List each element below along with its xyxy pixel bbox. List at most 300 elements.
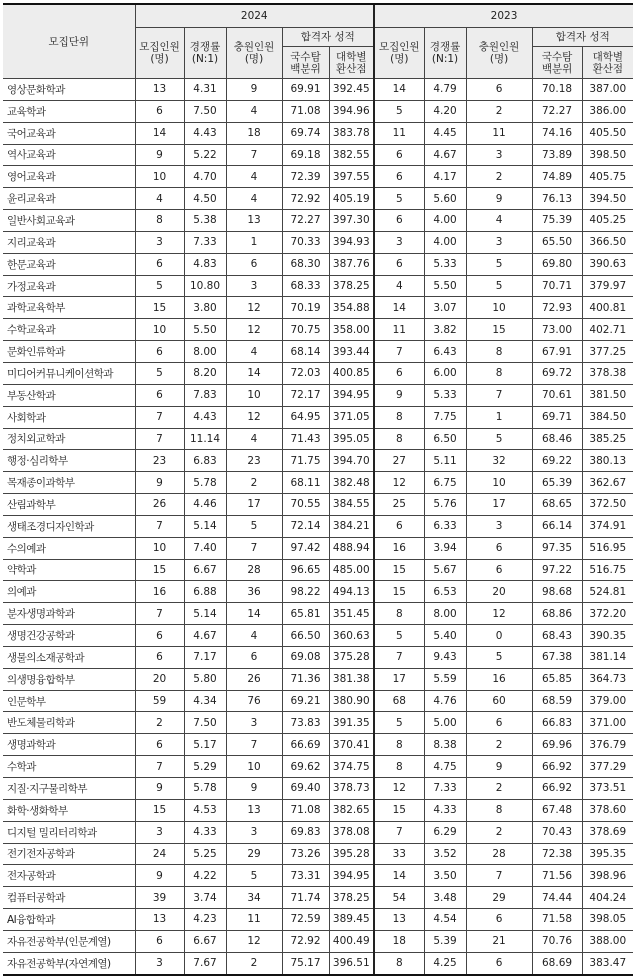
additional-2024-cell: 14 — [226, 362, 282, 384]
additional-2023-cell: 2 — [466, 778, 532, 800]
converted-2023-cell: 364.73 — [582, 668, 633, 690]
unit-name-cell: 한문교육과 — [3, 253, 135, 275]
additional-2023-cell: 29 — [466, 887, 532, 909]
percentile-2023-cell: 70.71 — [532, 275, 582, 297]
additional-2024-cell: 7 — [226, 144, 282, 166]
recruit-2023-cell: 8 — [374, 734, 424, 756]
additional-2024-cell: 3 — [226, 821, 282, 843]
additional-2024-cell: 2 — [226, 472, 282, 494]
recruit-2023-cell: 8 — [374, 603, 424, 625]
percentile-2024-cell: 68.11 — [282, 472, 329, 494]
additional-2024-cell: 11 — [226, 909, 282, 931]
converted-2023-cell: 524.81 — [582, 581, 633, 603]
competition-2023-cell: 4.00 — [424, 210, 466, 232]
unit-name-cell: 과학교육학부 — [3, 297, 135, 319]
table-row — [3, 362, 633, 384]
table-row — [3, 428, 633, 450]
competition-2023-cell: 8.38 — [424, 734, 466, 756]
table-row — [3, 319, 633, 341]
additional-2024-cell: 3 — [226, 712, 282, 734]
recruit-2024-cell: 15 — [135, 799, 184, 821]
converted-2024-cell: 485.00 — [329, 559, 374, 581]
recruit-2024-cell: 3 — [135, 231, 184, 253]
additional-2023-cell: 5 — [466, 275, 532, 297]
competition-2024-cell: 10.80 — [184, 275, 226, 297]
additional-2024-cell: 4 — [226, 341, 282, 363]
table-row — [3, 712, 633, 734]
converted-2024-cell: 394.70 — [329, 450, 374, 472]
percentile-2024-cell: 68.14 — [282, 341, 329, 363]
percentile-2023-cell: 69.96 — [532, 734, 582, 756]
recruit-2023-cell: 6 — [374, 166, 424, 188]
competition-2023-cell: 5.50 — [424, 275, 466, 297]
percentile-2024-cell: 65.81 — [282, 603, 329, 625]
recruit-2023-cell: 6 — [374, 210, 424, 232]
recruit-2024-cell: 10 — [135, 537, 184, 559]
competition-2024-cell: 5.25 — [184, 843, 226, 865]
table-row — [3, 668, 633, 690]
additional-2023-cell: 0 — [466, 625, 532, 647]
percentile-2023-cell: 72.27 — [532, 100, 582, 122]
competition-2023-cell: 4.54 — [424, 909, 466, 931]
recruit-2024-cell: 5 — [135, 275, 184, 297]
percentile-2023-cell: 68.69 — [532, 952, 582, 974]
converted-2023-cell: 378.60 — [582, 799, 633, 821]
competition-2023-cell: 6.50 — [424, 428, 466, 450]
additional-2023-cell: 7 — [466, 384, 532, 406]
recruit-2023-cell: 4 — [374, 275, 424, 297]
additional-2024-cell: 10 — [226, 756, 282, 778]
percentile-2023-cell: 68.43 — [532, 625, 582, 647]
percentile-2024-cell: 72.17 — [282, 384, 329, 406]
percentile-2023-cell: 68.59 — [532, 690, 582, 712]
recruit-2024-cell: 7 — [135, 428, 184, 450]
recruit-2024-cell: 39 — [135, 887, 184, 909]
percentile-2024-cell: 71.08 — [282, 100, 329, 122]
percentile-2024-cell: 69.62 — [282, 756, 329, 778]
percentile-2024-cell: 75.17 — [282, 952, 329, 974]
recruit-2023-cell: 8 — [374, 756, 424, 778]
header-recruit-2024: 모집인원 (명) — [135, 28, 184, 79]
converted-2023-cell: 379.97 — [582, 275, 633, 297]
competition-2023-cell: 5.67 — [424, 559, 466, 581]
converted-2024-cell: 405.19 — [329, 188, 374, 210]
table-row — [3, 843, 633, 865]
table-row — [3, 515, 633, 537]
converted-2023-cell: 387.00 — [582, 79, 633, 101]
additional-2023-cell: 16 — [466, 668, 532, 690]
converted-2024-cell: 394.93 — [329, 231, 374, 253]
table-row — [3, 100, 633, 122]
percentile-2023-cell: 65.50 — [532, 231, 582, 253]
recruit-2023-cell: 33 — [374, 843, 424, 865]
percentile-2023-cell: 65.39 — [532, 472, 582, 494]
unit-name-cell: 분자생명과학과 — [3, 603, 135, 625]
competition-2023-cell: 4.75 — [424, 756, 466, 778]
converted-2023-cell: 373.51 — [582, 778, 633, 800]
table-row — [3, 341, 633, 363]
additional-2024-cell: 6 — [226, 646, 282, 668]
converted-2024-cell: 371.05 — [329, 406, 374, 428]
competition-2024-cell: 4.34 — [184, 690, 226, 712]
table-row — [3, 384, 633, 406]
additional-2023-cell: 3 — [466, 144, 532, 166]
recruit-2023-cell: 25 — [374, 494, 424, 516]
header-year-2024: 2024 — [135, 4, 374, 28]
percentile-2024-cell: 97.42 — [282, 537, 329, 559]
table-row — [3, 188, 633, 210]
competition-2024-cell: 6.88 — [184, 581, 226, 603]
additional-2023-cell: 28 — [466, 843, 532, 865]
recruit-2023-cell: 15 — [374, 799, 424, 821]
converted-2023-cell: 398.05 — [582, 909, 633, 931]
additional-2023-cell: 8 — [466, 799, 532, 821]
table-row — [3, 734, 633, 756]
table-header — [3, 4, 633, 79]
recruit-2023-cell: 8 — [374, 952, 424, 974]
converted-2024-cell: 396.51 — [329, 952, 374, 974]
converted-2024-cell: 387.76 — [329, 253, 374, 275]
competition-2024-cell: 5.29 — [184, 756, 226, 778]
recruit-2023-cell: 5 — [374, 100, 424, 122]
percentile-2024-cell: 98.22 — [282, 581, 329, 603]
converted-2023-cell: 516.75 — [582, 559, 633, 581]
table-row — [3, 778, 633, 800]
header-converted-2024: 대학별 환산점 — [329, 47, 374, 79]
competition-2023-cell: 4.25 — [424, 952, 466, 974]
converted-2023-cell: 378.38 — [582, 362, 633, 384]
table-row — [3, 756, 633, 778]
converted-2023-cell: 405.75 — [582, 166, 633, 188]
competition-2023-cell: 5.11 — [424, 450, 466, 472]
additional-2024-cell: 1 — [226, 231, 282, 253]
header-competition-2023: 경쟁률 (N:1) — [424, 28, 466, 79]
competition-2023-cell: 5.40 — [424, 625, 466, 647]
recruit-2024-cell: 59 — [135, 690, 184, 712]
converted-2024-cell: 394.95 — [329, 384, 374, 406]
unit-name-cell: 역사교육과 — [3, 144, 135, 166]
table-row — [3, 581, 633, 603]
recruit-2024-cell: 6 — [135, 341, 184, 363]
converted-2024-cell: 380.90 — [329, 690, 374, 712]
unit-name-cell: 일반사회교육과 — [3, 210, 135, 232]
additional-2023-cell: 21 — [466, 930, 532, 952]
percentile-2024-cell: 69.08 — [282, 646, 329, 668]
converted-2024-cell: 381.38 — [329, 668, 374, 690]
additional-2024-cell: 6 — [226, 253, 282, 275]
converted-2024-cell: 395.05 — [329, 428, 374, 450]
unit-name-cell: 반도체물리학과 — [3, 712, 135, 734]
recruit-2024-cell: 6 — [135, 384, 184, 406]
unit-name-cell: 생물의소재공학과 — [3, 646, 135, 668]
table-row — [3, 144, 633, 166]
additional-2023-cell: 1 — [466, 406, 532, 428]
percentile-2024-cell: 69.91 — [282, 79, 329, 101]
table-row — [3, 494, 633, 516]
converted-2024-cell: 394.95 — [329, 865, 374, 887]
unit-name-cell: 자유전공학부(인문계열) — [3, 930, 135, 952]
competition-2024-cell: 7.50 — [184, 100, 226, 122]
recruit-2023-cell: 15 — [374, 581, 424, 603]
converted-2023-cell: 516.95 — [582, 537, 633, 559]
competition-2023-cell: 3.52 — [424, 843, 466, 865]
header-year-2023: 2023 — [374, 4, 633, 28]
table-row — [3, 122, 633, 144]
converted-2024-cell: 384.21 — [329, 515, 374, 537]
converted-2023-cell: 404.24 — [582, 887, 633, 909]
percentile-2024-cell: 71.43 — [282, 428, 329, 450]
converted-2023-cell: 398.50 — [582, 144, 633, 166]
percentile-2023-cell: 69.71 — [532, 406, 582, 428]
converted-2023-cell: 398.96 — [582, 865, 633, 887]
recruit-2024-cell: 2 — [135, 712, 184, 734]
additional-2024-cell: 2 — [226, 952, 282, 974]
unit-name-cell: 가정교육과 — [3, 275, 135, 297]
percentile-2023-cell: 66.83 — [532, 712, 582, 734]
recruit-2023-cell: 12 — [374, 778, 424, 800]
recruit-2024-cell: 10 — [135, 166, 184, 188]
recruit-2023-cell: 5 — [374, 712, 424, 734]
competition-2023-cell: 5.60 — [424, 188, 466, 210]
converted-2023-cell: 384.50 — [582, 406, 633, 428]
unit-name-cell: 인문학부 — [3, 690, 135, 712]
competition-2023-cell: 3.07 — [424, 297, 466, 319]
additional-2024-cell: 17 — [226, 494, 282, 516]
additional-2023-cell: 2 — [466, 821, 532, 843]
recruit-2023-cell: 7 — [374, 821, 424, 843]
recruit-2024-cell: 6 — [135, 646, 184, 668]
recruit-2023-cell: 14 — [374, 79, 424, 101]
competition-2024-cell: 4.50 — [184, 188, 226, 210]
competition-2023-cell: 6.53 — [424, 581, 466, 603]
converted-2024-cell: 375.28 — [329, 646, 374, 668]
unit-name-cell: 전기전자공학과 — [3, 843, 135, 865]
additional-2023-cell: 2 — [466, 166, 532, 188]
unit-name-cell: 산림과학부 — [3, 494, 135, 516]
converted-2023-cell: 366.50 — [582, 231, 633, 253]
competition-2023-cell: 3.82 — [424, 319, 466, 341]
table-row — [3, 275, 633, 297]
table-row — [3, 231, 633, 253]
competition-2023-cell: 3.48 — [424, 887, 466, 909]
additional-2024-cell: 4 — [226, 625, 282, 647]
percentile-2024-cell: 71.36 — [282, 668, 329, 690]
additional-2023-cell: 4 — [466, 210, 532, 232]
competition-2024-cell: 4.43 — [184, 406, 226, 428]
recruit-2023-cell: 6 — [374, 144, 424, 166]
additional-2024-cell: 4 — [226, 428, 282, 450]
recruit-2023-cell: 18 — [374, 930, 424, 952]
percentile-2024-cell: 72.03 — [282, 362, 329, 384]
competition-2023-cell: 6.43 — [424, 341, 466, 363]
competition-2024-cell: 5.50 — [184, 319, 226, 341]
additional-2023-cell: 8 — [466, 341, 532, 363]
converted-2024-cell: 378.73 — [329, 778, 374, 800]
converted-2023-cell: 395.35 — [582, 843, 633, 865]
recruit-2024-cell: 6 — [135, 100, 184, 122]
additional-2024-cell: 28 — [226, 559, 282, 581]
percentile-2024-cell: 72.39 — [282, 166, 329, 188]
recruit-2024-cell: 9 — [135, 778, 184, 800]
competition-2024-cell: 4.46 — [184, 494, 226, 516]
recruit-2024-cell: 14 — [135, 122, 184, 144]
table-row — [3, 887, 633, 909]
additional-2024-cell: 10 — [226, 384, 282, 406]
header-converted-2023: 대학별 환산점 — [582, 47, 633, 79]
recruit-2024-cell: 23 — [135, 450, 184, 472]
recruit-2023-cell: 68 — [374, 690, 424, 712]
additional-2024-cell: 13 — [226, 799, 282, 821]
additional-2024-cell: 12 — [226, 319, 282, 341]
recruit-2024-cell: 9 — [135, 472, 184, 494]
converted-2023-cell: 390.63 — [582, 253, 633, 275]
unit-name-cell: 지질·지구물리학부 — [3, 778, 135, 800]
table-row — [3, 472, 633, 494]
recruit-2023-cell: 14 — [374, 297, 424, 319]
percentile-2024-cell: 72.27 — [282, 210, 329, 232]
percentile-2023-cell: 65.85 — [532, 668, 582, 690]
additional-2024-cell: 36 — [226, 581, 282, 603]
competition-2023-cell: 5.76 — [424, 494, 466, 516]
percentile-2024-cell: 96.65 — [282, 559, 329, 581]
percentile-2023-cell: 66.92 — [532, 756, 582, 778]
unit-name-cell: 자유전공학부(자연계열) — [3, 952, 135, 974]
converted-2023-cell: 377.29 — [582, 756, 633, 778]
percentile-2023-cell: 97.35 — [532, 537, 582, 559]
percentile-2024-cell: 71.75 — [282, 450, 329, 472]
recruit-2023-cell: 7 — [374, 341, 424, 363]
competition-2024-cell: 5.14 — [184, 603, 226, 625]
unit-name-cell: 영어교육과 — [3, 166, 135, 188]
competition-2023-cell: 7.75 — [424, 406, 466, 428]
recruit-2023-cell: 5 — [374, 625, 424, 647]
converted-2024-cell: 351.45 — [329, 603, 374, 625]
table-row — [3, 79, 633, 101]
converted-2023-cell: 374.91 — [582, 515, 633, 537]
percentile-2024-cell: 70.19 — [282, 297, 329, 319]
competition-2023-cell: 5.59 — [424, 668, 466, 690]
converted-2024-cell: 488.94 — [329, 537, 374, 559]
competition-2023-cell: 6.00 — [424, 362, 466, 384]
converted-2024-cell: 360.63 — [329, 625, 374, 647]
recruit-2024-cell: 7 — [135, 756, 184, 778]
table-row — [3, 559, 633, 581]
additional-2023-cell: 11 — [466, 122, 532, 144]
recruit-2023-cell: 16 — [374, 537, 424, 559]
recruit-2023-cell: 15 — [374, 559, 424, 581]
unit-name-cell: 약학과 — [3, 559, 135, 581]
converted-2023-cell: 385.25 — [582, 428, 633, 450]
percentile-2023-cell: 76.13 — [532, 188, 582, 210]
table-body — [3, 79, 633, 975]
competition-2023-cell: 4.79 — [424, 79, 466, 101]
percentile-2024-cell: 69.21 — [282, 690, 329, 712]
percentile-2023-cell: 68.86 — [532, 603, 582, 625]
unit-name-cell: 의예과 — [3, 581, 135, 603]
header-additional-2024: 충원인원 (명) — [226, 28, 282, 79]
additional-2023-cell: 9 — [466, 756, 532, 778]
recruit-2023-cell: 12 — [374, 472, 424, 494]
competition-2024-cell: 7.33 — [184, 231, 226, 253]
competition-2024-cell: 7.67 — [184, 952, 226, 974]
table-row — [3, 166, 633, 188]
percentile-2024-cell: 72.92 — [282, 930, 329, 952]
competition-2023-cell: 4.76 — [424, 690, 466, 712]
recruit-2023-cell: 14 — [374, 865, 424, 887]
table-row — [3, 297, 633, 319]
recruit-2023-cell: 8 — [374, 428, 424, 450]
additional-2024-cell: 7 — [226, 734, 282, 756]
recruit-2023-cell: 3 — [374, 231, 424, 253]
converted-2023-cell: 386.00 — [582, 100, 633, 122]
percentile-2024-cell: 68.30 — [282, 253, 329, 275]
unit-name-cell: 수학과 — [3, 756, 135, 778]
competition-2024-cell: 4.22 — [184, 865, 226, 887]
recruit-2023-cell: 54 — [374, 887, 424, 909]
additional-2023-cell: 32 — [466, 450, 532, 472]
competition-2024-cell: 5.78 — [184, 778, 226, 800]
unit-name-cell: 윤리교육과 — [3, 188, 135, 210]
competition-2023-cell: 3.50 — [424, 865, 466, 887]
competition-2023-cell: 4.20 — [424, 100, 466, 122]
competition-2024-cell: 5.38 — [184, 210, 226, 232]
competition-2023-cell: 4.33 — [424, 799, 466, 821]
converted-2023-cell: 402.71 — [582, 319, 633, 341]
competition-2023-cell: 5.33 — [424, 253, 466, 275]
additional-2023-cell: 5 — [466, 428, 532, 450]
percentile-2023-cell: 97.22 — [532, 559, 582, 581]
competition-2024-cell: 3.74 — [184, 887, 226, 909]
percentile-2023-cell: 73.00 — [532, 319, 582, 341]
additional-2023-cell: 5 — [466, 253, 532, 275]
additional-2024-cell: 12 — [226, 406, 282, 428]
unit-name-cell: 생태조경디자인학과 — [3, 515, 135, 537]
recruit-2024-cell: 10 — [135, 319, 184, 341]
table-row — [3, 406, 633, 428]
percentile-2023-cell: 98.68 — [532, 581, 582, 603]
converted-2023-cell: 381.14 — [582, 646, 633, 668]
competition-2024-cell: 7.50 — [184, 712, 226, 734]
competition-2023-cell: 4.45 — [424, 122, 466, 144]
additional-2024-cell: 9 — [226, 79, 282, 101]
converted-2024-cell: 397.55 — [329, 166, 374, 188]
percentile-2023-cell: 66.14 — [532, 515, 582, 537]
percentile-2023-cell: 70.61 — [532, 384, 582, 406]
competition-2024-cell: 6.67 — [184, 930, 226, 952]
competition-2024-cell: 4.33 — [184, 821, 226, 843]
recruit-2024-cell: 6 — [135, 625, 184, 647]
table-row — [3, 603, 633, 625]
unit-name-cell: 사회학과 — [3, 406, 135, 428]
percentile-2024-cell: 70.55 — [282, 494, 329, 516]
table-row — [3, 690, 633, 712]
converted-2023-cell: 376.79 — [582, 734, 633, 756]
recruit-2023-cell: 17 — [374, 668, 424, 690]
additional-2024-cell: 4 — [226, 188, 282, 210]
competition-2023-cell: 7.33 — [424, 778, 466, 800]
recruit-2023-cell: 11 — [374, 122, 424, 144]
recruit-2024-cell: 7 — [135, 603, 184, 625]
converted-2024-cell: 382.48 — [329, 472, 374, 494]
table-row — [3, 799, 633, 821]
additional-2023-cell: 6 — [466, 537, 532, 559]
table-row — [3, 210, 633, 232]
additional-2023-cell: 7 — [466, 865, 532, 887]
competition-2023-cell: 4.67 — [424, 144, 466, 166]
converted-2023-cell: 405.50 — [582, 122, 633, 144]
additional-2024-cell: 26 — [226, 668, 282, 690]
recruit-2024-cell: 9 — [135, 865, 184, 887]
